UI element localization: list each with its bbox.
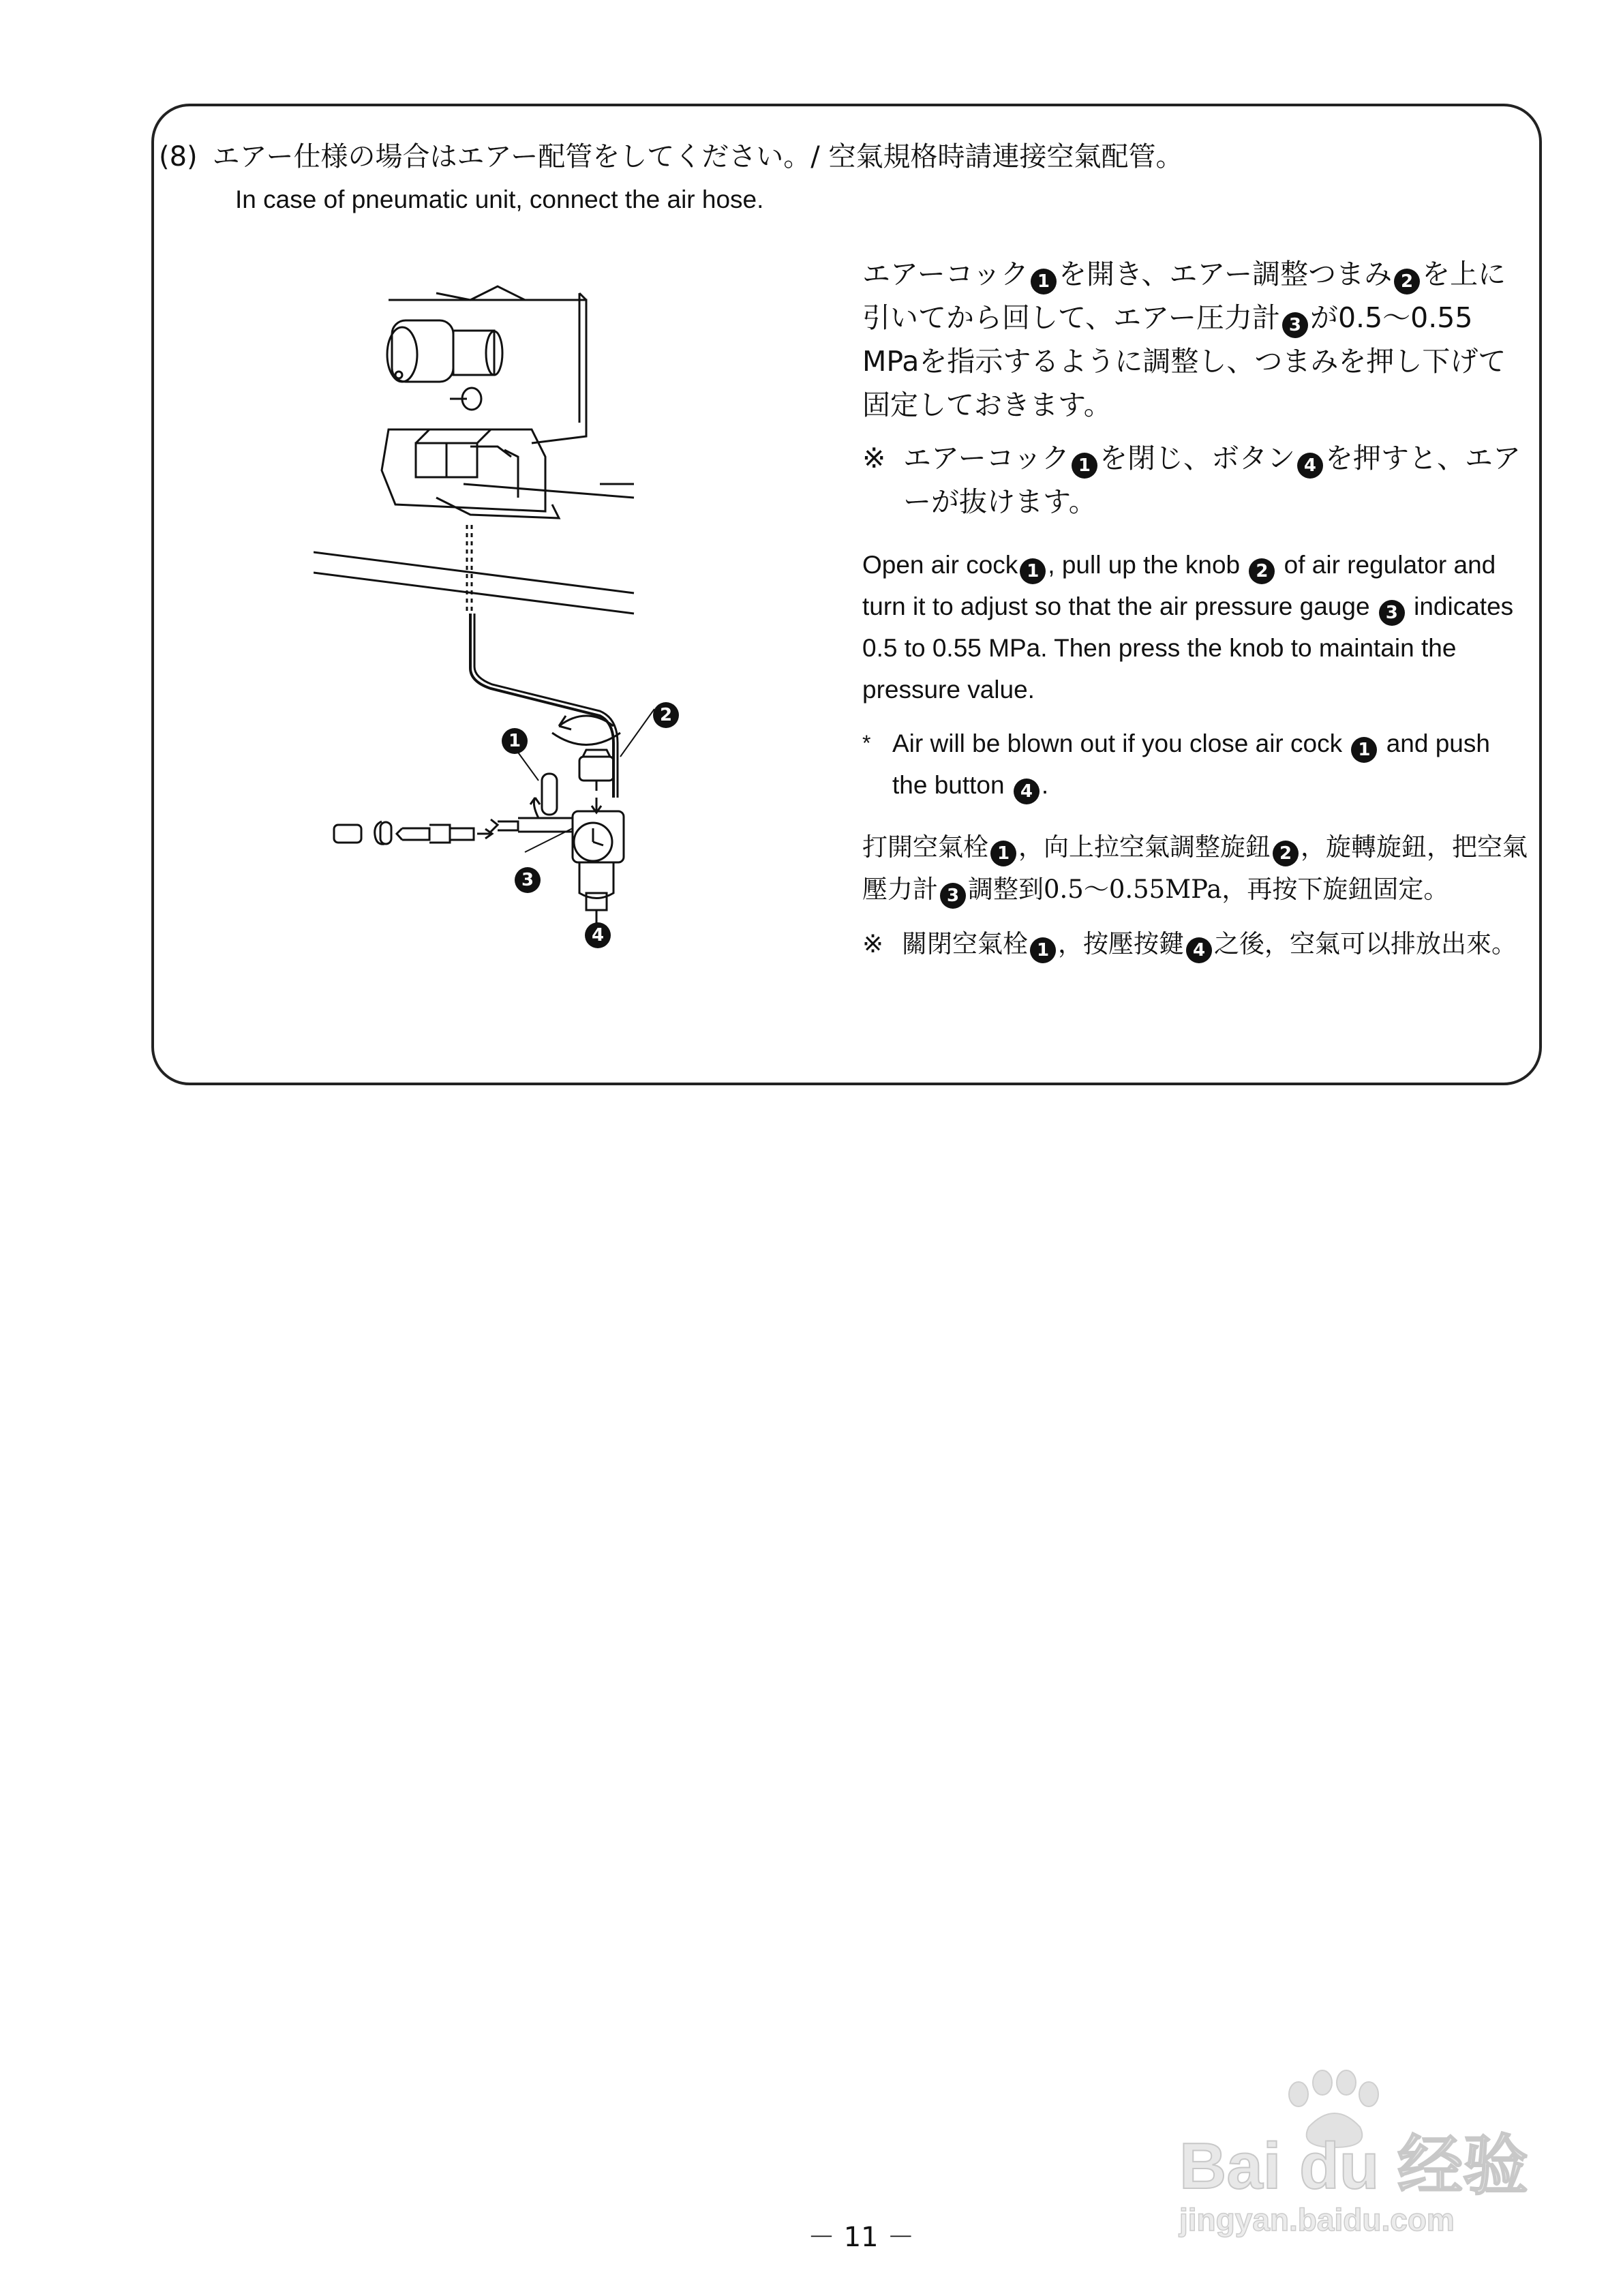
section-title-zh: 空氣規格時請連接空氣配管。 <box>828 141 1183 172</box>
page-number: － 11 － <box>808 2222 915 2253</box>
marker-4: 4 <box>585 922 611 948</box>
marker-3: 3 <box>1282 312 1308 338</box>
section-title-jp: エアー仕様の場合はエアー配管をしてください。 <box>212 141 811 172</box>
marker-4: 4 <box>1186 937 1212 963</box>
jp-text: エアーコック <box>862 258 1029 290</box>
marker-4: 4 <box>1297 453 1323 479</box>
marker-2: 2 <box>1249 558 1275 584</box>
zh-text: 關閉空氣栓 <box>902 929 1028 958</box>
jp-text: を上に引いてから回して、エアー圧力計 <box>862 258 1506 334</box>
marker-3: 3 <box>940 883 966 909</box>
instruction-column <box>862 252 1530 965</box>
marker-3: 3 <box>1379 600 1405 626</box>
marker-1: 1 <box>1020 558 1046 584</box>
marker-3: 3 <box>515 867 541 893</box>
baidu-watermark-logo <box>1152 2052 1534 2243</box>
zh-text: ，按壓按鍵 <box>1058 929 1184 958</box>
en-text: indicates 0.5 to 0.55 MPa. Then press the knob to maintain the pressure value. <box>862 592 1514 704</box>
air-cock-icon <box>542 774 557 815</box>
marker-1: 1 <box>1072 453 1097 479</box>
en-text: Open air cock <box>862 551 1018 579</box>
en-text: , pull up the knob <box>1048 551 1241 579</box>
marker-1: 1 <box>502 728 528 754</box>
en-text: and push the button <box>892 729 1490 799</box>
marker-2: 2 <box>1273 841 1299 866</box>
en-text: of air regulator and turn it to adjust so that the air pressure gauge <box>862 551 1496 620</box>
jp-text: が0.5～0.55 MPaを指示するように調整し、つまみを押し下げて固定しておきます。 <box>862 301 1506 421</box>
marker-2: 2 <box>653 702 679 728</box>
en-text: Air will be blown out if you close air cock <box>892 729 1343 757</box>
section-number: (8) <box>159 141 198 172</box>
valve-bracket <box>382 429 545 511</box>
zh-text: ，旋轉旋鈕，把空氣壓力計 <box>862 832 1528 904</box>
instruction-en <box>862 544 1530 710</box>
instruction-jp <box>862 252 1530 427</box>
note-zh <box>862 923 1530 965</box>
jp-text: エアーコック <box>903 442 1070 474</box>
marker-1: 1 <box>1031 269 1057 294</box>
note-en <box>862 723 1530 806</box>
section-title-en: In case of pneumatic unit, connect the air hose. <box>235 185 764 213</box>
regulator-knob <box>579 757 613 781</box>
note-jp <box>862 436 1530 524</box>
watermark-url: jingyan.baidu.com <box>1179 2202 1455 2237</box>
note-mark: ※ <box>862 929 884 958</box>
marker-1: 1 <box>1030 937 1056 963</box>
zh-text: 調整到0.5～0.55MPa，再按下旋鈕固定。 <box>968 875 1449 904</box>
instruction-zh <box>862 826 1530 911</box>
rotation-arrow <box>559 716 613 726</box>
marker-1: 1 <box>1351 737 1377 763</box>
motor-icon <box>387 320 502 382</box>
section-heading <box>159 135 1183 174</box>
marker-4: 4 <box>1014 779 1040 804</box>
marker-1: 1 <box>990 841 1016 866</box>
watermark-brand: Bai du 经验 <box>1179 2130 1529 2203</box>
plug-icon <box>334 825 361 843</box>
jp-text: を閉じ、ボタン <box>1099 442 1295 474</box>
zh-text: 打開空氣栓 <box>862 832 988 862</box>
marker-2: 2 <box>1394 269 1420 294</box>
zh-text: 之後，空氣可以排放出來。 <box>1214 929 1517 958</box>
note-mark: * <box>862 731 871 755</box>
jp-text: を開き、エアー調整つまみ <box>1058 258 1393 290</box>
section-title-separator: / <box>810 141 820 172</box>
en-text: . <box>1041 771 1049 799</box>
note-mark: ※ <box>862 442 886 474</box>
zh-text: ，向上拉空氣調整旋鈕 <box>1018 832 1271 862</box>
jp-text: を押すと、エアーが抜けます。 <box>903 442 1521 518</box>
